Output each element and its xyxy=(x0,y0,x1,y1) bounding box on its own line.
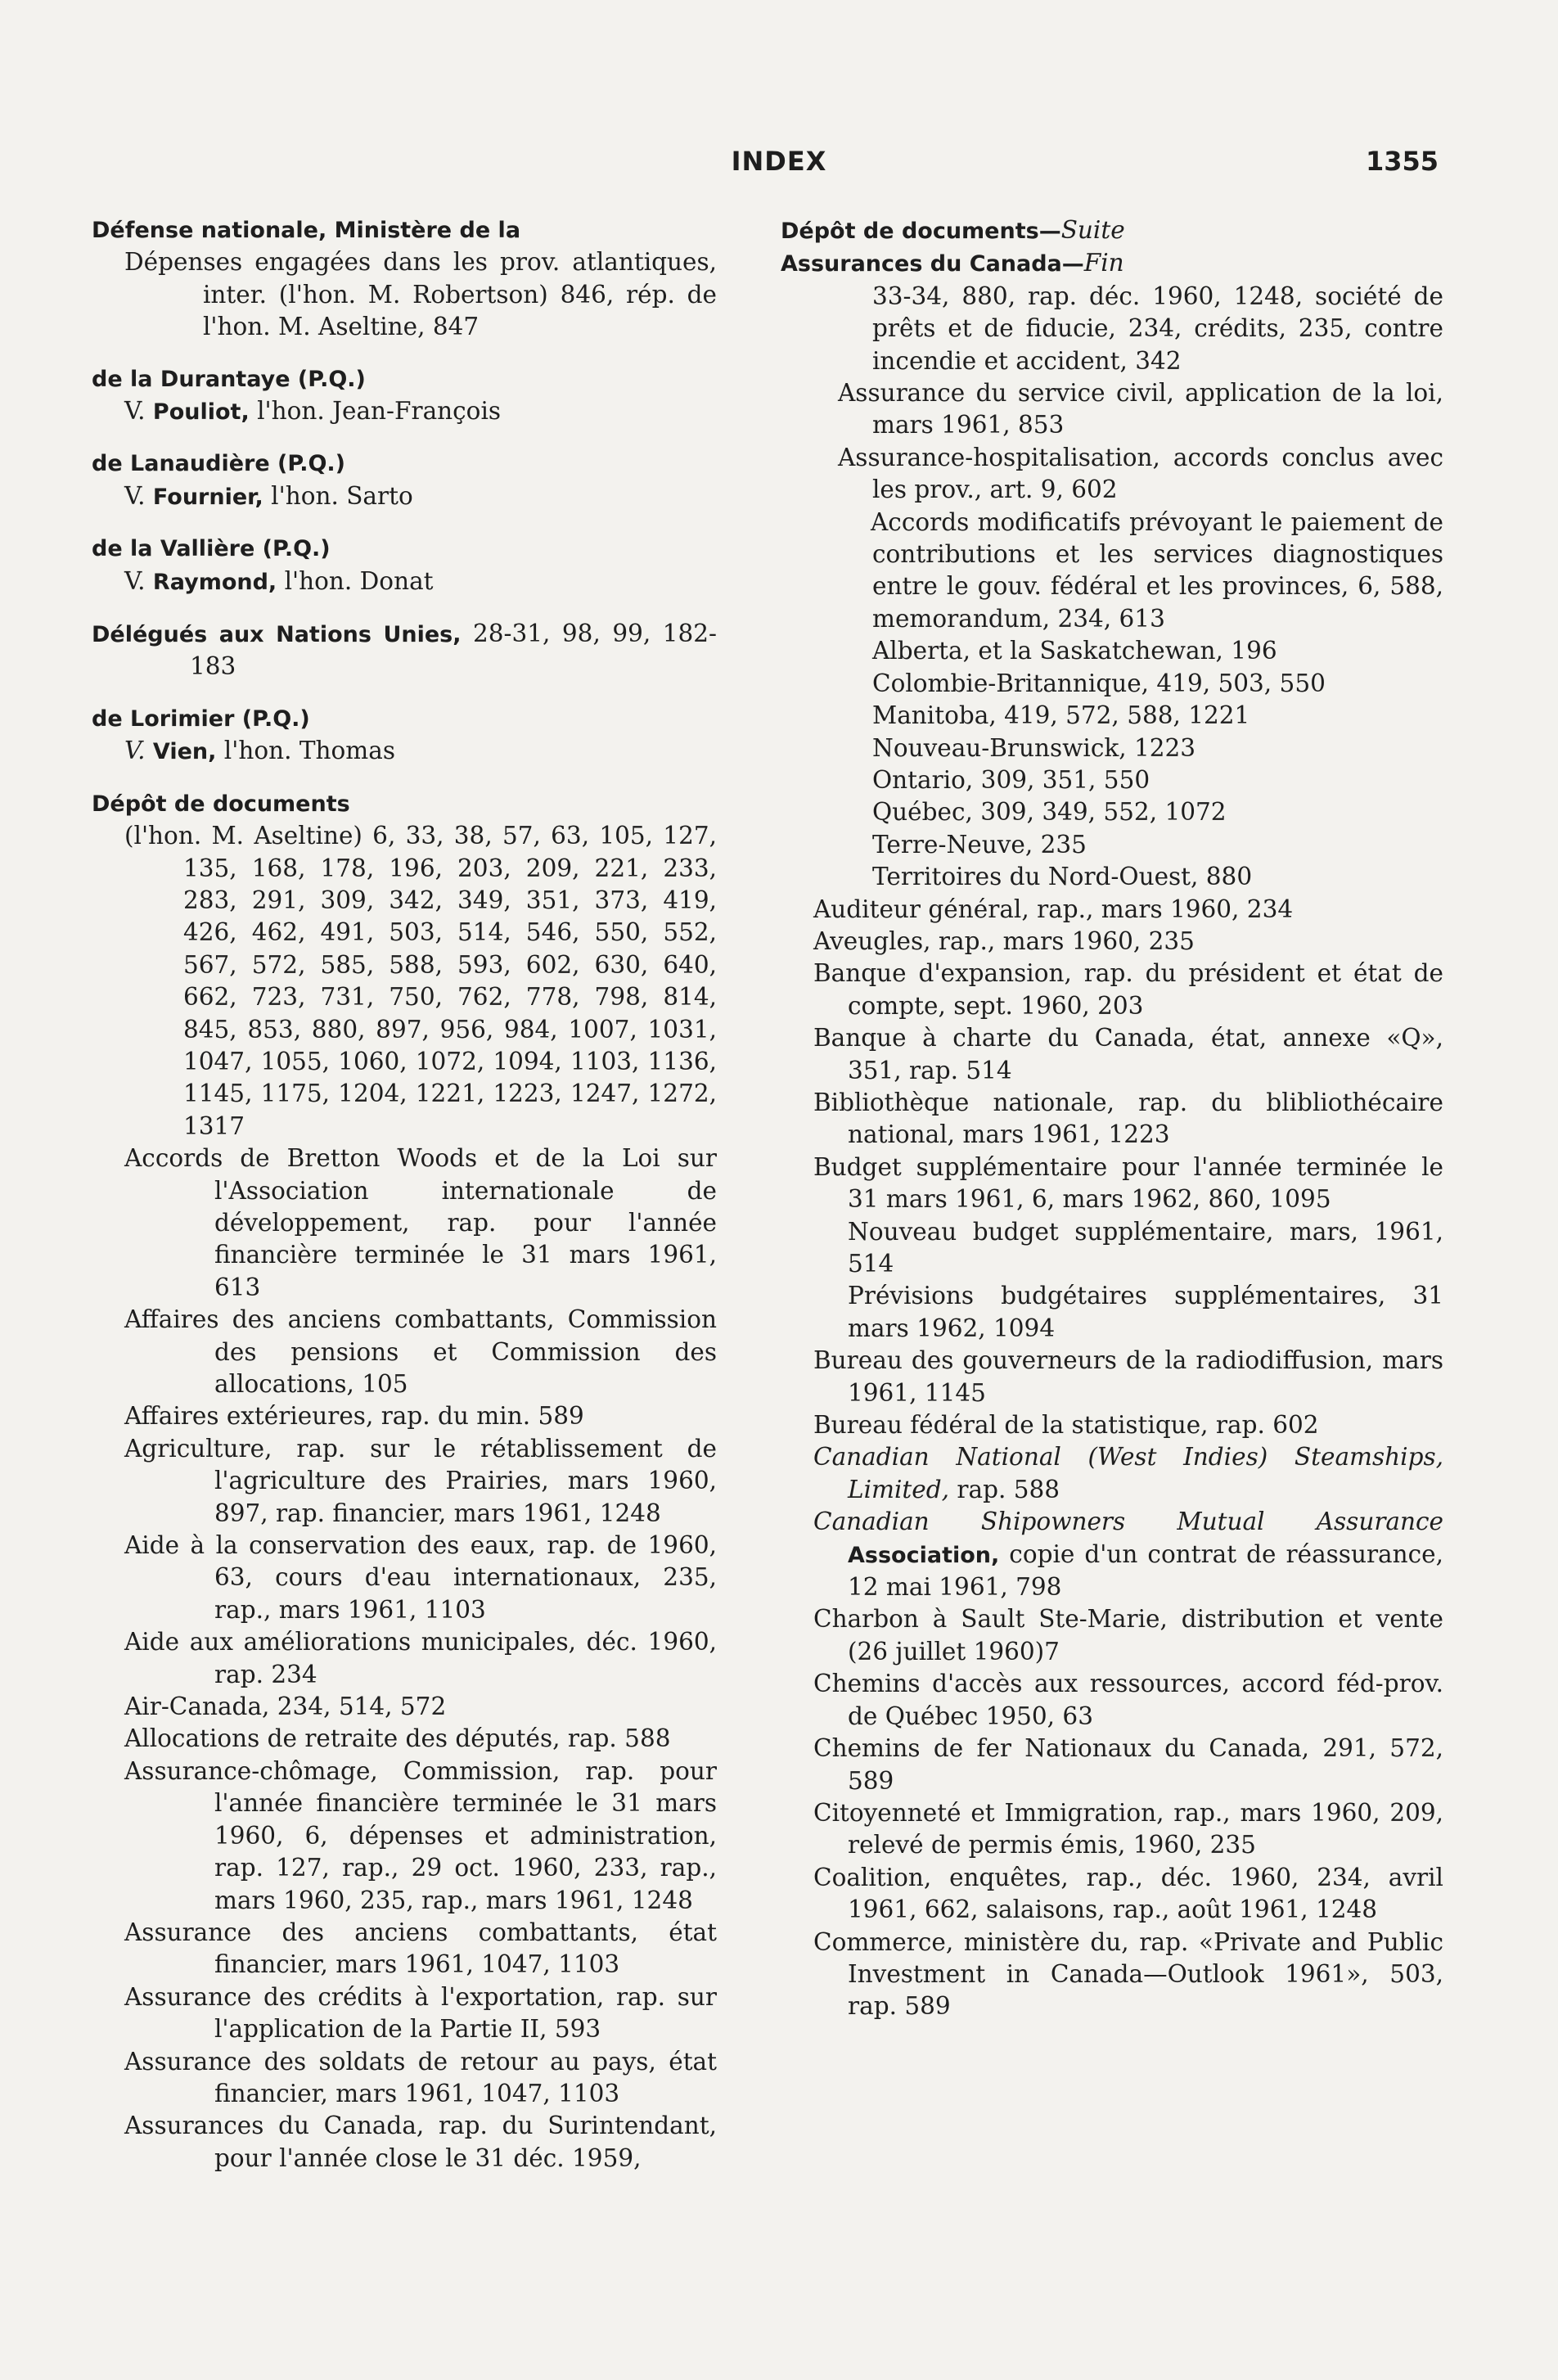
entry-text: 33-34, 880, rap. déc. 1960, 1248, société de prêts et de fiducie, 234, crédits, 235, contre incendie et accident, 342 xyxy=(872,282,1443,375)
list-item: Québec, 309, 349, 552, 1072 xyxy=(872,798,1227,827)
entry-heading: de la Vallière (P.Q.) xyxy=(92,536,331,562)
list-item: Assurance des anciens combattants, état financier, mars 1961, 1047, 1103 xyxy=(124,1918,717,1979)
page-number: 1355 xyxy=(1365,146,1439,177)
page-title: INDEX xyxy=(731,146,827,177)
entry-text: Délégués aux Nations Unies, 28-31, 98, 99, 182-183 xyxy=(92,620,717,681)
list-item: Canadian National (West Indies) Steamships, Limited, rap. 588 xyxy=(813,1443,1443,1503)
list-item: Nouveau-Brunswick, 1223 xyxy=(872,733,1196,762)
entry-heading: Dépôt de documents—Suite xyxy=(781,216,1125,244)
list-item: Budget supplémentaire pour l'année terminée le 31 mars 1961, 6, mars 1962, 860, 1095 xyxy=(813,1152,1443,1214)
list-item: Colombie-Britannique, 419, 503, 550 xyxy=(872,669,1326,697)
list-item: Bureau fédéral de la statistique, rap. 602 xyxy=(813,1411,1319,1440)
list-item: Aveugles, rap., mars 1960, 235 xyxy=(813,926,1195,955)
entry-heading: de Lorimier (P.Q.) xyxy=(92,705,310,732)
list-item: Assurance des crédits à l'exportation, rap. sur l'application de la Partie II, 593 xyxy=(124,1982,717,2044)
list-item: Auditeur général, rap., mars 1960, 234 xyxy=(813,895,1294,923)
list-item: Air-Canada, 234, 514, 572 xyxy=(124,1693,447,1721)
right-column xyxy=(781,214,1443,2023)
sub-entries xyxy=(92,1143,717,2175)
list-item: Manitoba, 419, 572, 588, 1221 xyxy=(872,701,1250,730)
list-item: Accords de Bretton Woods et de la Loi sur l'Association internationale de développement, rap. pour l'année financière terminée le 31 mars 1961, 613 xyxy=(124,1144,717,1301)
list-item: Commerce, ministère du, rap. «Private and Public Investment in Canada—Outlook 1961», 503, rap. 589 xyxy=(813,1927,1443,2021)
list-item: Aide aux améliorations municipales, déc. 1960, rap. 234 xyxy=(124,1628,717,1688)
list-item: Affaires extérieures, rap. du min. 589 xyxy=(124,1402,584,1431)
list-item: Affaires des anciens combattants, Commission des pensions et Commission des allocations, 105 xyxy=(124,1305,717,1398)
entry-heading: Défense nationale, Ministère de la xyxy=(92,218,521,243)
entry-heading: de Lanaudière (P.Q.) xyxy=(92,451,346,477)
list-item: Aide à la conservation des eaux, rap. de 1960, 63, cours d'eau internationaux, 235, rap., mars 1961, 1103 xyxy=(124,1531,717,1624)
list-item: Charbon à Sault Ste-Marie, distribution et vente (26 juillet 1960)7 xyxy=(813,1605,1443,1666)
list-item: Assurance du service civil, application de la loi, mars 1961, 853 xyxy=(838,379,1443,439)
page-header xyxy=(0,146,1558,185)
list-item: Chemins de fer Nationaux du Canada, 291, 572, 589 xyxy=(813,1734,1443,1795)
list-item: Bureau des gouverneurs de la radiodiffusion, mars 1961, 1145 xyxy=(813,1346,1443,1407)
entry-text: Dépenses engagées dans les prov. atlantiques, inter. (l'hon. M. Robertson) 846, rép. de l'hon. M. Aseltine, 847 xyxy=(124,248,717,341)
list-item: Assurances du Canada, rap. du Surintendant, pour l'année close le 31 déc. 1959, xyxy=(124,2112,717,2172)
list-item: Allocations de retraite des députés, rap. 588 xyxy=(124,1724,671,1753)
see-reference: V. Raymond, l'hon. Donat xyxy=(124,566,434,595)
entry-heading: de la Durantaye (P.Q.) xyxy=(92,366,366,392)
list-item: Coalition, enquêtes, rap., déc. 1960, 234, avril 1961, 662, salaisons, rap., août 1961, 1248 xyxy=(813,1863,1443,1924)
list-item: Banque à charte du Canada, état, annexe «Q», 351, rap. 514 xyxy=(813,1024,1443,1084)
list-item: Banque d'expansion, rap. du président et état de compte, sept. 1960, 203 xyxy=(813,959,1443,1020)
list-item: Terre-Neuve, 235 xyxy=(872,830,1087,859)
list-item: Agriculture, rap. sur le rétablissement de l'agriculture des Prairies, mars 1960, 897, rap. financier, mars 1961, 1248 xyxy=(124,1434,717,1527)
list-item: Assurance-hospitalisation, accords conclus avec les prov., art. 9, 602 xyxy=(838,443,1443,504)
entry-heading: Dépôt de documents xyxy=(92,791,350,817)
province-list xyxy=(781,635,1443,893)
entry-text: (l'hon. M. Aseltine) 6, 33, 38, 57, 63, 105, 127, 135, 168, 178, 196, 203, 209, 221, 233, 283, 291, 309, 342, 349, 351, 373, 419, 426, 462, 491, 503, 514, 546, 550, 552, 567, 572, 585, 588, 593, 602, 630, 640, 662, 723, 731, 750, 762, 778, 798, 814, 845, 853, 880, 897, 956, 984, 1007, 1031, 1047, 1055, 1060, 1072, 1094, 1103, 1136, 1145, 1175, 1204, 1221, 1223, 1247, 1272, 1317 xyxy=(124,822,717,1140)
list-item: Ontario, 309, 351, 550 xyxy=(872,765,1150,794)
list-item: Prévisions budgétaires supplémentaires, 31 mars 1962, 1094 xyxy=(848,1282,1443,1342)
list-item: Territoires du Nord-Ouest, 880 xyxy=(872,863,1253,891)
list-item: Accords modificatifs prévoyant le paiement de contributions et les services diagnostiques entre le gouv. fédéral et les provinces, 6, 588, memorandum, 234, 613 xyxy=(871,507,1443,633)
list-item: Assurance-chômage, Commission, rap. pour l'année financière terminée le 31 mars 1960, 6, dépenses et administration, rap. 127, rap., 29 oct. 1960, 233, rap., mars 1960, 235, rap., mars 1961, 1248 xyxy=(124,1756,717,1914)
entry-heading: Assurances du Canada—Fin xyxy=(781,249,1124,277)
list-item: Alberta, et la Saskatchewan, 196 xyxy=(872,637,1277,665)
list-item: Bibliothèque nationale, rap. du blibliothécaire national, mars 1961, 1223 xyxy=(813,1088,1443,1149)
see-reference: V. Vien, l'hon. Thomas xyxy=(124,737,395,765)
list-item: Nouveau budget supplémentaire, mars, 1961, 514 xyxy=(848,1217,1443,1278)
list-item: Canadian Shipowners Mutual Assurance Association, copie d'un contrat de réassurance, 12 mai 1961, 798 xyxy=(813,1508,1443,1602)
list-item: Chemins d'accès aux ressources, accord féd-prov. de Québec 1950, 63 xyxy=(813,1670,1443,1730)
list-item: Citoyenneté et Immigration, rap., mars 1960, 209, relevé de permis émis, 1960, 235 xyxy=(813,1798,1443,1859)
list-item: Assurance des soldats de retour au pays, état financier, mars 1961, 1047, 1103 xyxy=(124,2047,717,2107)
see-reference: V. Pouliot, l'hon. Jean-François xyxy=(124,397,502,426)
left-column xyxy=(92,214,717,2175)
see-reference: V. Fournier, l'hon. Sarto xyxy=(124,481,413,510)
